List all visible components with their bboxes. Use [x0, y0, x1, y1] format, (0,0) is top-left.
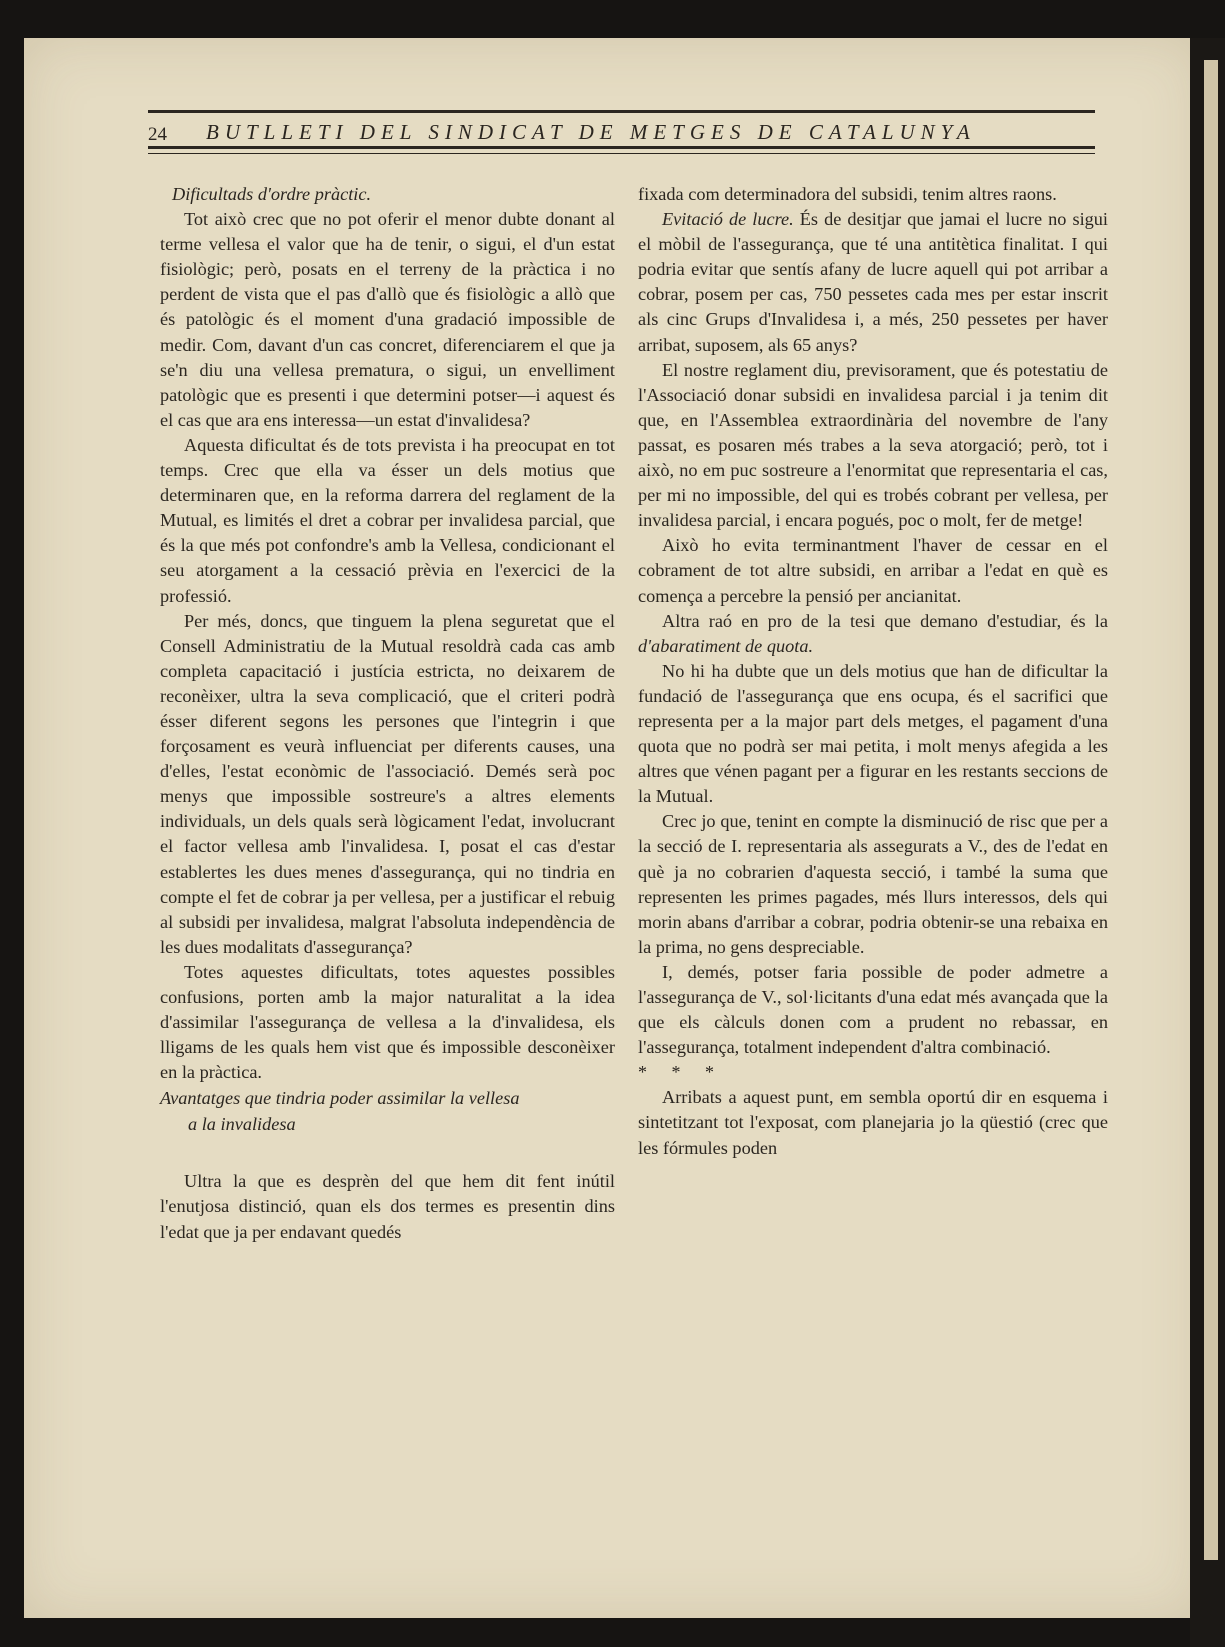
section-heading-line: a la invalidesa: [188, 1114, 296, 1135]
paragraph: Arribats a aquest punt, em sembla oportú dir en esquema i sintetitzant tot l'exposat, com planejaria jo la qüestió (crec que les fórmules poden: [638, 1087, 1108, 1158]
section-separator: * * *: [638, 1062, 724, 1083]
inline-heading: Evitació de lucre.: [662, 209, 794, 230]
right-column: [638, 182, 1108, 1161]
header-rule-bottom: [148, 146, 1095, 149]
paragraph-text: Altra raó en pro de la tesi que demano d'estudiar, és la: [662, 610, 1108, 631]
running-header: [148, 108, 1095, 168]
next-page-edge: [1204, 60, 1218, 1560]
paragraph: El nostre reglament diu, previsorament, que és potestatiu de l'Associació donar subsidi en invalidesa parcial i ja tenim dit que, en l'Assemblea extraordinària del novembre de l'any passat, es posaren més trabes a la seva atorgació; però, tot i això, no em puc sostreure a l'enormitat que representaria el cas, per mi no impossible, del qui es trobés cobrant per vellesa, per invalidesa parcial, i encara pogués, poc o molt, fer de metge!: [638, 359, 1108, 531]
paragraph: I, demés, potser faria possible de poder admetre a l'assegurança de V., sol·licitants d'una edat més avançada que la que els càlculs donen com a prudent no rebassar, en l'assegurança, totalment independent d'altra combinació.: [638, 961, 1108, 1058]
header-rule-top: [148, 110, 1095, 113]
paragraph: fixada com determinadora del subsidi, tenim altres raons.: [638, 184, 1057, 204]
paragraph: [638, 207, 1108, 358]
journal-title: BUTLLETI DEL SINDICAT DE METGES DE CATALUNYA: [206, 120, 976, 144]
paragraph: Totes aquestes dificultats, totes aquestes possibles confusions, porten amb la major naturalitat a la idea d'assimilar l'assegurança de vellesa a la d'invalidesa, els lligams de les quals hem vist que és impossible desconèixer en la pràctica.: [160, 961, 615, 1083]
paragraph: Tot això crec que no pot oferir el menor dubte donant al terme vellesa el valor que ha de tenir, o sigui, el d'un estat fisiològic; però, posats en el terreny de la pràctica i no perdent de vista que el pas d'allò que és fisiològic a allò que és patològic és el moment d'una gradació impossible de medir. Com, davant d'un cas concret, diferenciarem el que ja se'n diu una vellesa prematura, o sigui, un envelliment patològic que es presenti i que determini potser—i aquest és el cas que ara ens interessa—un estat d'invalidesa?: [160, 209, 615, 430]
emphasis: d'abaratiment de quota.: [638, 635, 814, 656]
paragraph: Per més, doncs, que tinguem la plena seguretat que el Consell Administratiu de la Mutual resoldrà cada cas amb completa capacitació i justícia estricta, no deixarem de reconèixer, ultra la seva complicació, que el criteri podrà ésser diferent segons les persones que l'integrin i que forçosament es veurà influenciat per diferents causes, una d'elles, l'estat econòmic de l'associació. Demés serà poc menys que impossible sostreure's a altres elements individuals, un dels quals serà lògicament l'edat, involucrant el factor vellesa amb l'invalidesa. I, posat el cas d'estar establertes les dues menes d'assegurança, qui no tindria en compte el fet de cobrar ja per vellesa, per a justificar el rebuig al subsidi per invalidesa, malgrat l'absoluta independència de les dues modalitats d'assegurança?: [160, 610, 615, 957]
left-column: [160, 182, 615, 1245]
paragraph: No hi ha dubte que un dels motius que han de dificultar la fundació de l'assegurança que ens ocupa, és el sacrifici que representa per a la major part dels metges, el pagament d'una quota que no podrà ser mai petita, i molt menys afegida a les altres que vénen pagant per a figurar en les restants seccions de la Mutual.: [638, 660, 1108, 807]
paragraph: Això ho evita terminantment l'haver de cessar en el cobrament de tot altre subsidi, en arribar a l'edat en què es comença a percebre la pensió per ancianitat.: [638, 535, 1108, 606]
section-heading: [160, 1085, 615, 1137]
paragraph: Aquesta dificultat és de tots prevista i ha preocupat en tot temps. Crec que ella va ésser un dels motius que determinaren que, en la reforma darrera del reglament de la Mutual, es limités el dret a cobrar per invalidesa parcial, que és la que més pot confondre's amb la Vellesa, condicionant el seu atorgament a la cessació prèvia en l'exercici de la professió.: [160, 434, 615, 606]
paragraph: Crec jo que, tenint en compte la disminució de risc que per a la secció de I. representaria als assegurats a V., des de l'edat en què ja no cobrarien d'aquesta secció, i també la suma que representen les primes pagades, més llurs interessos, dels qui morin abans d'arribar a cobrar, podria obtenir-se una rebaixa en la prima, no gens despreciable.: [638, 811, 1108, 957]
paragraph-text: És de desitjar que jamai el lucre no sigui el mòbil de l'assegurança, que té una antitètica finalitat. I qui podria evitar que sentís afany de lucre aquell qui pot arribar a cobrar, posem per cas, 750 pessetes cada mes per estar inscrit als cinc Grups d'Invalidesa i, a més, 250 pessetes per haver arribat, suposem, als 65 anys?: [638, 209, 1109, 355]
section-heading: Dificultads d'ordre pràctic.: [172, 184, 372, 204]
header-rule-thin: [148, 153, 1095, 154]
paragraph: [638, 609, 1108, 659]
section-heading-line: Avantatges que tindria poder assimilar la vellesa: [160, 1088, 520, 1109]
page-number: 24: [148, 124, 167, 145]
paragraph: Ultra la que es desprèn del que hem dit fent inútil l'enutjosa distinció, quan els dos termes es presentin dins l'edat que ja per endavant quedés: [160, 1171, 615, 1242]
